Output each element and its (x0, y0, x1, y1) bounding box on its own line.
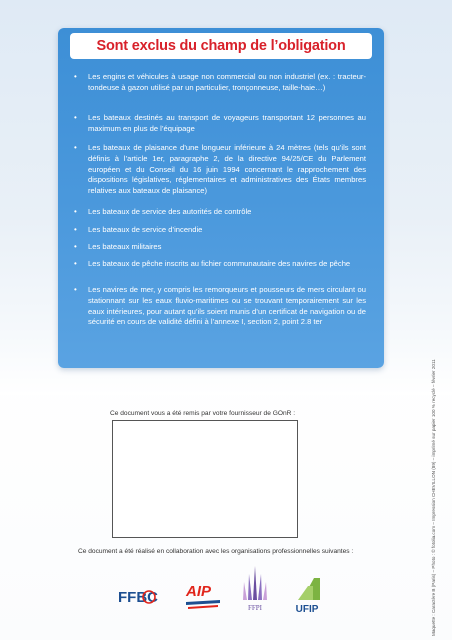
bullet-icon: • (74, 225, 77, 234)
exclusion-text: Les navires de mer, y compris les remorqueurs et pousseurs de mers circulant ou stationnant sur les eaux fluvio-maritimes ou se trouvant temporairement sur les eaux intérieures, pour autant qu’ils soient munis d’un certificat de navigation ou de sécurité en cours de validité défini à l’annexe I, section 2, point 2.8 ter (88, 285, 366, 327)
bullet-icon: • (74, 259, 77, 268)
exclusion-text: Les bateaux militaires (88, 242, 162, 251)
exclusion-text: Les bateaux de plaisance d’une longueur inférieure à 24 mètres (tels qu’ils sont définis à l’article 1er, paragraphe 2, de la directive 94/25/CE du Parlement européen et du Conseil du 16 juin 1994 concernant le rapprochement des dispositions législatives, réglementaires et administratives des États membres relatives aux bateaux de plaisance) (88, 143, 366, 196)
exclusion-item (74, 242, 366, 253)
ffbc-logo (118, 586, 174, 608)
exclusion-item (74, 285, 366, 328)
exclusion-item (74, 143, 366, 197)
aip-logo (184, 578, 224, 612)
aip-logo-text: AIP (186, 583, 212, 600)
title-banner (70, 33, 372, 59)
exclusion-item (74, 225, 366, 236)
supplier-stamp-box (112, 420, 298, 538)
exclusion-text: Les bateaux destinés au transport de voyageurs transportant 12 personnes au maximum en plus de l’équipage (88, 113, 366, 133)
exclusion-text: Les bateaux de pêche inscrits au fichier communautaire des navires de pêche (88, 259, 351, 268)
exclusion-item (74, 113, 366, 135)
exclusion-item (74, 207, 366, 218)
collaboration-label: Ce document a été réalisé en collaboration avec les organisations professionnelles suivantes : (78, 548, 354, 555)
page-title: Sont exclus du champ de l’obligation (96, 38, 346, 54)
ufip-logo (286, 576, 328, 616)
ufip-logo-text: UFIP (295, 604, 319, 615)
exclusion-text: Les engins et véhicules à usage non commercial ou non industriel (ex. : tracteur-tondeuse à gazon utilisé par un particulier, tronçonneuse, taille-haie…) (88, 72, 366, 92)
exclusion-item (74, 72, 366, 94)
bullet-icon: • (74, 285, 77, 294)
print-credits: Maquette : Caractère B (Paris) – Photo : © fotolia.com – Impression CHEVILLON (89) – imprimé sur papier 100 % recyclé – février 2011 (431, 359, 436, 636)
bullet-icon: • (74, 207, 77, 216)
exclusion-text: Les bateaux de service d’incendie (88, 225, 203, 234)
supplier-label: Ce document vous a été remis par votre fournisseur de GOnR : (110, 410, 296, 417)
ffpi-logo (238, 564, 272, 614)
exclusion-text: Les bateaux de service des autorités de contrôle (88, 207, 252, 216)
bullet-icon: • (74, 143, 77, 152)
exclusion-item (74, 259, 366, 270)
bullet-icon: • (74, 242, 77, 251)
ffpi-logo-text: FFPI (247, 604, 263, 612)
bullet-icon: • (74, 113, 77, 122)
bullet-icon: • (74, 72, 77, 81)
ffbc-logo-text: FFBC (118, 589, 158, 606)
